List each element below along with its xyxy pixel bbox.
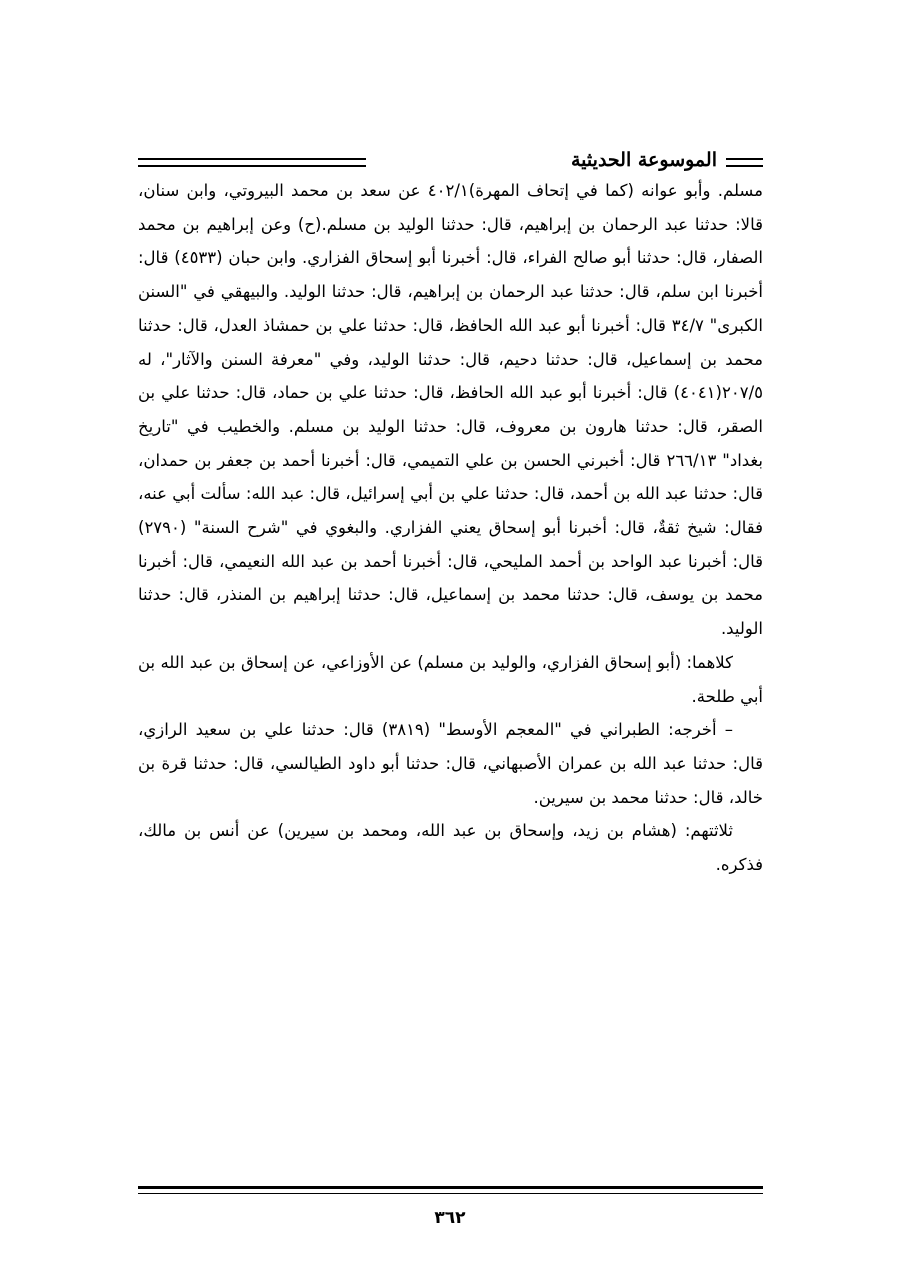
header-rule-left-bottom [138, 165, 366, 167]
page-number: ٣٦٢ [434, 1208, 466, 1228]
body-text [138, 174, 763, 882]
page-header [138, 142, 763, 178]
paragraph-sources: مسلم. وأبو عوانه (كما في إتحاف المهرة)٤٠٢/١ عن سعد بن محمد البيروتي، وابن سنان، قالا: حدثنا عبد الرحمان بن إبراهيم، قال: حدثنا الوليد بن مسلم.(ح) وعن إبراهيم بن محمد الصفار، قال: حدثنا أبو صالح الفراء، قال: أخبرنا أبو إسحاق الفزاري. وابن حبان (٤٥٣٣) قال: أخبرنا ابن سلم، قال: حدثنا عبد الرحمان بن إبراهيم، قال: حدثنا الوليد. والبيهقي في "السنن الكبرى" ٣٤/٧ قال: أخبرنا أبو عبد الله الحافظ، قال: حدثنا علي بن حمشاذ العدل، قال: حدثنا محمد بن إسماعيل، قال: حدثنا دحيم، قال: حدثنا الوليد، وفي "معرفة السنن والآثار"، له ٢٠٧/٥(٤٠٤١) قال: أخبرنا أبو عبد الله الحافظ، قال: حدثنا علي بن حماد، قال: حدثنا علي بن الصقر، قال: حدثنا هارون بن معروف، قال: حدثنا الوليد بن مسلم. والخطيب في "تاريخ بغداد" ٢٦٦/١٣ قال: أخبرني الحسن بن علي التميمي، قال: أخبرنا أحمد بن جعفر بن حمدان، قال: حدثنا عبد الله بن أحمد، قال: حدثنا علي بن أبي إسرائيل، قال: عبد الله: سألت أبي عنه، فقال: شيخ ثقةٌ، قال: أخبرنا أبو إسحاق يعني الفزاري. والبغوي في "شرح السنة" (٢٧٩٠) قال: أخبرنا عبد الواحد بن أحمد المليحي، قال: أخبرنا أحمد بن عبد الله النعيمي، قال: أخبرنا محمد بن يوسف، قال: حدثنا محمد بن إسماعيل، قال: حدثنا إبراهيم بن المنذر، قال: حدثنا الوليد. [138, 181, 763, 639]
footer-rule-thin [138, 1193, 763, 1194]
header-rule-right-bottom [726, 165, 763, 167]
paragraph-tabarani: – أخرجه: الطبراني في "المعجم الأوسط" (٣٨١٩) قال: حدثنا علي بن سعيد الرازي، قال: حدثنا عبد الله بن عمران الأصبهاني، قال: حدثنا أبو داود الطيالسي، قال: حدثنا قرة بن خالد، قال: حدثنا محمد بن سيرين. [138, 720, 763, 807]
header-rule-right-top [726, 158, 763, 160]
footer-rule-thick [138, 1186, 763, 1189]
paragraph-three-narrators: ثلاثتهم: (هشام بن زيد، وإسحاق بن عبد الله، ومحمد بن سيرين) عن أنس بن مالك، فذكره. [138, 821, 763, 875]
paragraph-both-narrators: كلاهما: (أبو إسحاق الفزاري، والوليد بن مسلم) عن الأوزاعي، عن إسحاق بن عبد الله بن أبي طلحة. [138, 652, 763, 706]
running-title: الموسوعة الحديثية [571, 149, 717, 171]
header-rule-left-top [138, 158, 366, 160]
